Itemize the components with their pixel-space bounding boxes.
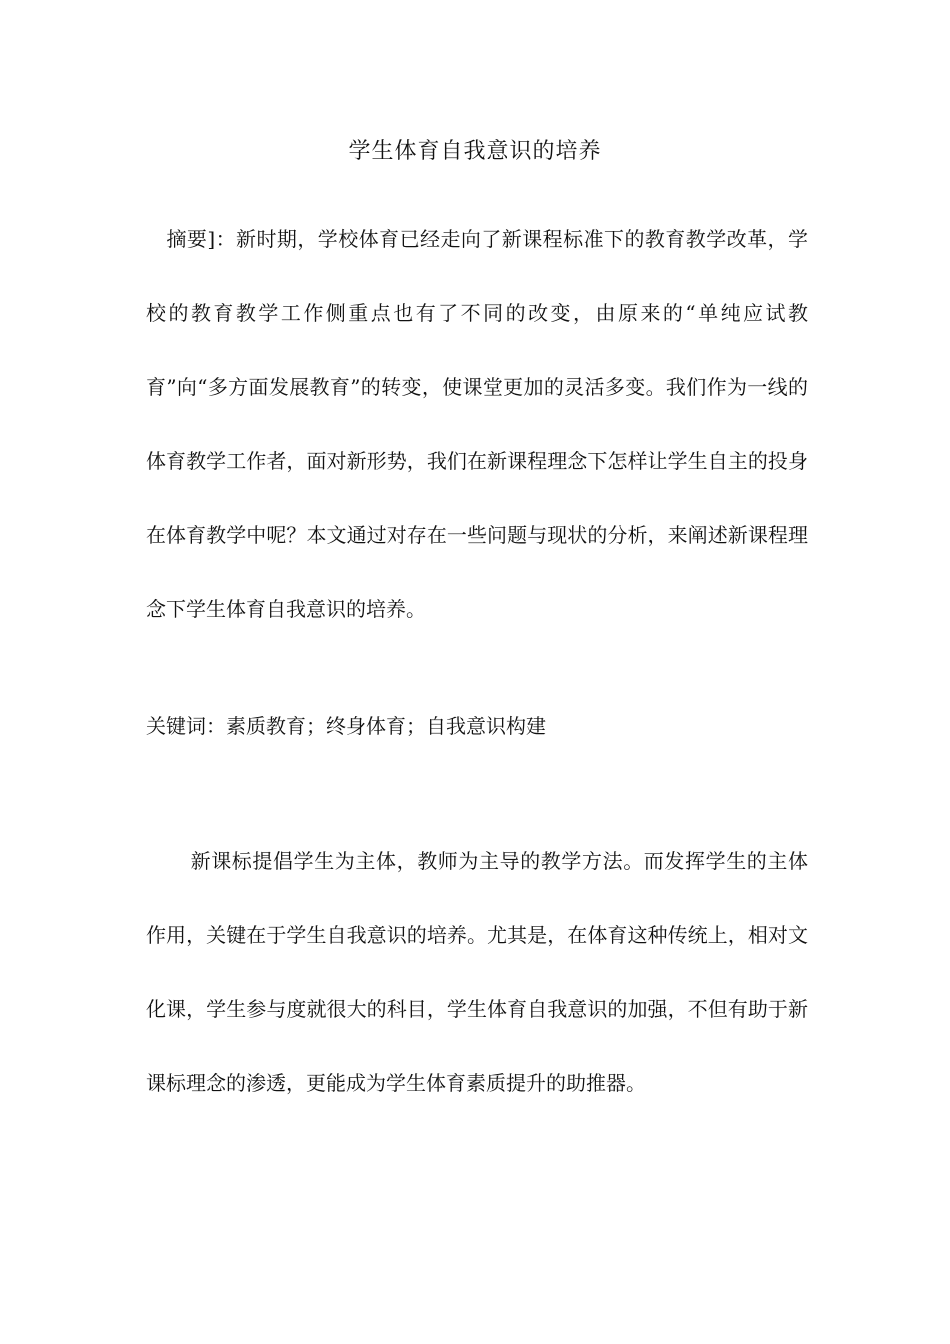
body-paragraph-text: 新课标提倡学生为主体，教师为主导的教学方法。而发挥学生的主体作用，关键在于学生自我意识的培养。尤其是，在体育这种传统上，相对文化课，学生参与度就很大的科目，学生体育自我意识的加强，不但有助于新课标理念的渗透，更能成为学生体育素质提升的助推器。 [146, 849, 808, 1095]
document-title: 学生体育自我意识的培养 [348, 139, 602, 164]
abstract-text: 新时期，学校体育已经走向了新课程标准下的教育教学改革，学校的教育教学工作侧重点也有了不同的改变，由原来的“单纯应试教育”向“多方面发展教育”的转变，使课堂更加的灵活多变。我们作为一线的体育教学工作者，面对新形势，我们在新课程理念下怎样让学生自主的投身在体育教学中呢？本文通过对存在一些问题与现状的分析，来阐述新课程理念下学生体育自我意识的培养。 [146, 227, 809, 621]
keywords-line [146, 710, 808, 742]
keywords-text: 素质教育；终身体育；自我意识构建 [226, 714, 546, 738]
keywords-label: 关键词： [146, 714, 226, 738]
abstract-paragraph [146, 202, 808, 646]
abstract-label: 摘要]： [166, 227, 237, 251]
body-paragraph [146, 824, 808, 1120]
